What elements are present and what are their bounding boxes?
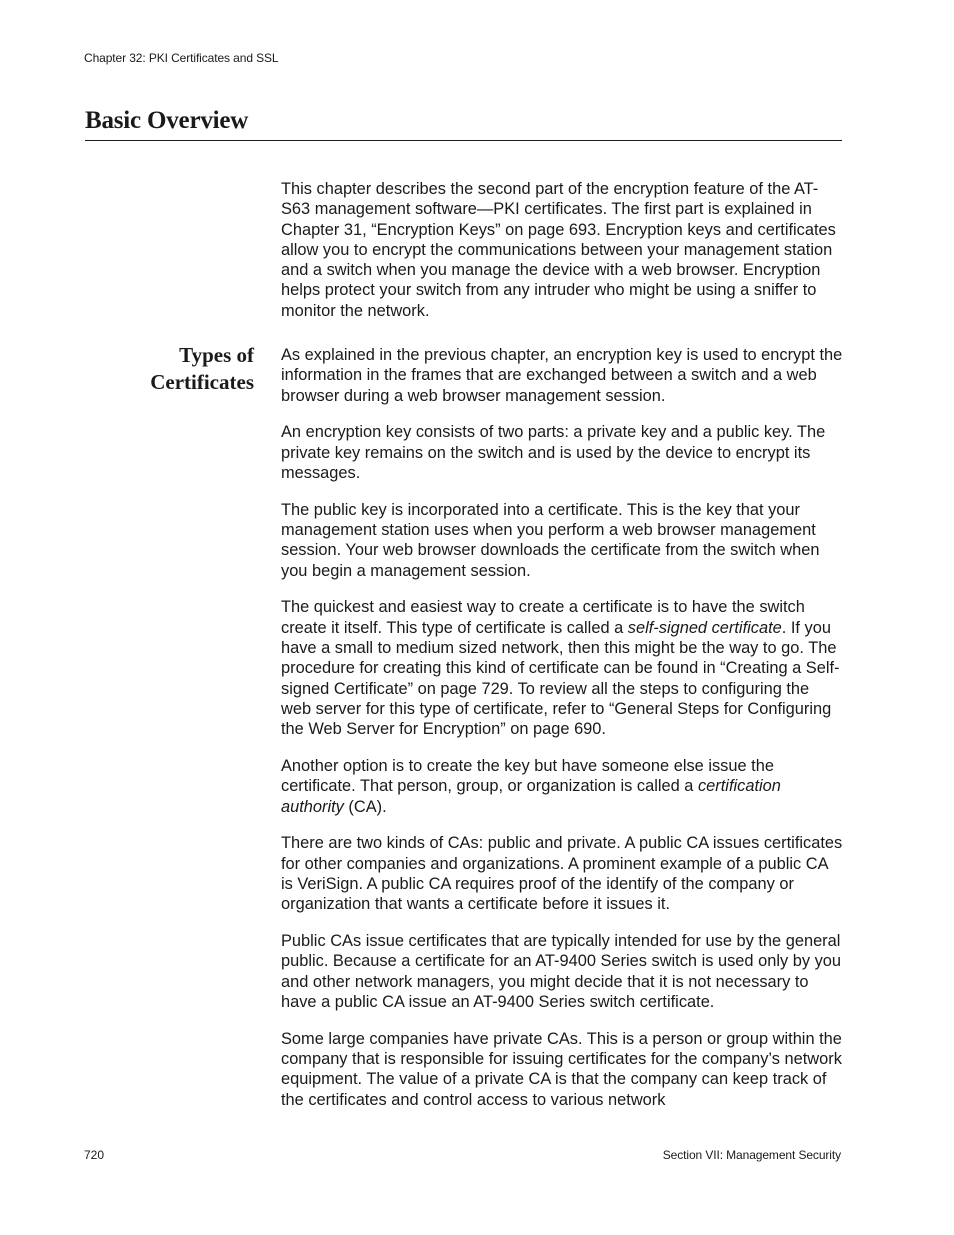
heading-rule (85, 140, 842, 141)
paragraph-5-text-b: (CA). (343, 797, 387, 816)
paragraph-5-text-a: Another option is to create the key but have someone else issue the certificate. That person, group, or organization is called a (281, 757, 774, 796)
paragraph-1: As explained in the previous chapter, an encryption key is used to encrypt the information in the frames that are exchanged between a switch and a web browser during a web browser management session. (281, 346, 843, 405)
paragraph-7: Public CAs issue certificates that are typically intended for use by the general public. Because a certificate for an AT-9400 Series switch is used only by you and other network managers, you might decide that it is not necessary to have a public CA issue an AT-9400 Series switch certificate. (281, 932, 842, 1012)
paragraph-2: An encryption key consists of two parts: a private key and a public key. The private key remains on the switch and is used by the device to encrypt its messages. (281, 423, 826, 482)
paragraph-4-text-b: . If you have a small to medium sized network, then this might be the way to go. The procedure for creating this kind of certificate can be found in “Creating a Self-signed Certificate” on page 729. To review all the steps to configuring the web server for this type of certificate, refer to “General Steps for Configuring the Web Server for Encryption” on page 690. (281, 618, 840, 739)
subheading-line-1: Types of (179, 343, 254, 367)
page-number: 720 (84, 1148, 105, 1162)
paragraph-4 (281, 597, 843, 739)
running-header: Chapter 32: PKI Certificates and SSL (84, 51, 279, 65)
types-of-certificates-heading (120, 342, 254, 396)
types-body (281, 345, 843, 1127)
footer-section: Section VII: Management Security (662, 1148, 841, 1162)
paragraph-6: There are two kinds of CAs: public and private. A public CA issues certificates for other companies and organizations. A prominent example of a public CA is VeriSign. A public CA requires proof of the identify of the company or organization that wants a certificate before it issues it. (281, 834, 843, 914)
intro-block (281, 179, 843, 338)
paragraph-8: Some large companies have private CAs. This is a person or group within the company that is responsible for issuing certificates for the company’s network equipment. The value of a private CA is that the company can keep track of the certificates and control access to various network (281, 1029, 842, 1109)
paragraph-5 (281, 756, 843, 817)
certification-authority-term: certification authority (281, 777, 781, 816)
subheading-line-2: Certificates (150, 370, 254, 394)
section-title: Basic Overview (85, 107, 249, 134)
paragraph-3: The public key is incorporated into a certificate. This is the key that your management station uses when you perform a web browser management session. Your web browser downloads the certificate from the switch when you begin a management session. (281, 500, 820, 580)
intro-paragraph: This chapter describes the second part of the encryption feature of the AT-S63 management software—PKI certificates. The first part is explained in Chapter 31, “Encryption Keys” on page 693. Encryption keys and certificates allow you to encrypt the communications between your management station and a switch when you manage the device with a web browser. Encryption helps protect your switch from any intruder who might be using a sniffer to monitor the network. (281, 180, 836, 320)
paragraph-4-text-a: The quickest and easiest way to create a certificate is to have the switch create it itself. This type of certificate is called a (281, 598, 805, 637)
self-signed-term: self-signed certificate (627, 618, 782, 637)
